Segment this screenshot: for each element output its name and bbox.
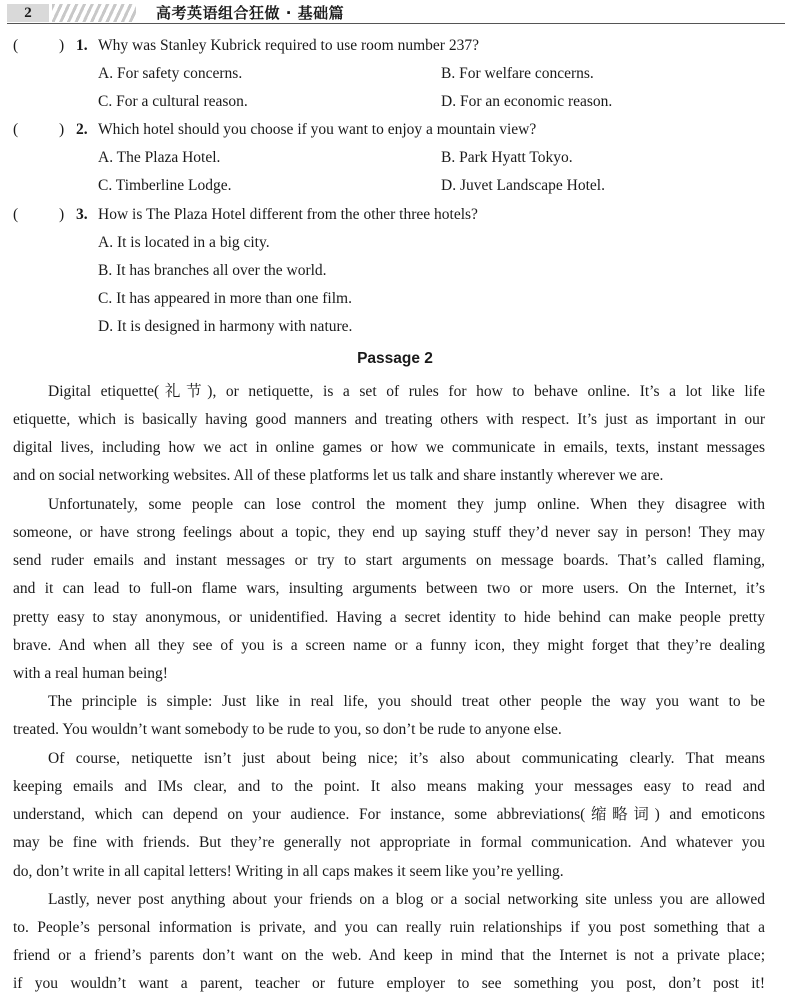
- answer-blank-open: (: [13, 206, 19, 223]
- header-stripe-decoration: [52, 4, 136, 22]
- passage-line: etiquette, which is basically having good manners and treating others with respect. It’s just as important in our: [13, 411, 765, 428]
- question-text: Why was Stanley Kubrick required to use room number 237?: [98, 37, 479, 54]
- option-d: D. Juvet Landscape Hotel.: [441, 177, 605, 194]
- passage-line: digital lives, including how we act in online games or how we communicate in emails, texts, instant messages: [13, 439, 765, 456]
- question-2: [0, 120, 790, 140]
- passage-line: keeping emails and IMs clear, and to the point. It also means making your messages easy to read and: [13, 778, 765, 795]
- passage-line: Unfortunately, some people can lose control the moment they jump online. When they disagree with: [48, 496, 765, 513]
- option-b: B. Park Hyatt Tokyo.: [441, 149, 573, 166]
- passage-line: friend or a friend’s parents don’t want on the web. And keep in mind that the Internet is not a private place;: [13, 947, 765, 964]
- passage-line: Of course, netiquette isn’t just about being nice; it’s also about communicating clearly. That means: [48, 750, 765, 767]
- answer-blank-open: (: [13, 37, 19, 54]
- option-b: B. It has branches all over the world.: [98, 262, 327, 279]
- option-b: B. For welfare concerns.: [441, 65, 594, 82]
- option-a: A. The Plaza Hotel.: [98, 149, 221, 166]
- option-c: C. It has appeared in more than one film.: [98, 290, 352, 307]
- passage-line: Digital etiquette(礼节), or netiquette, is a set of rules for how to behave online. It’s a lot like life: [48, 383, 765, 400]
- option-d: D. For an economic reason.: [441, 93, 613, 110]
- question-1-options: [0, 64, 790, 112]
- question-text: Which hotel should you choose if you want to enjoy a mountain view?: [98, 121, 537, 138]
- question-number: 3.: [76, 206, 88, 223]
- header-divider: [7, 23, 785, 24]
- passage-line: The principle is simple: Just like in real life, you should treat other people the way you want to be: [48, 693, 765, 710]
- passage-line: send ruder emails and instant messages or try to start arguments on message boards. That’s called flaming,: [13, 552, 765, 569]
- passage-line: brave. And when all they see of you is a screen name or a funny icon, they might forget that they’re dealing: [13, 637, 765, 654]
- answer-blank-close: ): [59, 121, 65, 138]
- option-d: D. It is designed in harmony with nature.: [98, 318, 353, 335]
- question-number: 2.: [76, 121, 88, 138]
- passage-line: treated. You wouldn’t want somebody to be rude to you, so don’t be rude to anyone else.: [13, 721, 562, 738]
- question-number: 1.: [76, 37, 88, 54]
- book-title: 高考英语组合狂做 · 基础篇: [156, 4, 345, 22]
- passage-line: to. People’s personal information is private, and you can really ruin relationships if you post something that a: [13, 919, 765, 936]
- passage-line: someone, or have strong feelings about a topic, they end up saying stuff they’d never say in person! They may: [13, 524, 765, 541]
- passage-title: Passage 2: [357, 350, 433, 367]
- option-c: C. Timberline Lodge.: [98, 177, 232, 194]
- passage-line: may be fine with friends. But they’re generally not appropriate in formal communication. And whatever you: [13, 834, 765, 851]
- passage-line: understand, which can depend on your audience. For instance, some abbreviations(缩略词) and emoticons: [13, 806, 765, 823]
- option-a: A. For safety concerns.: [98, 65, 243, 82]
- answer-blank-open: (: [13, 121, 19, 138]
- passage-line: with a real human being!: [13, 665, 168, 682]
- page-number: 2: [7, 4, 49, 22]
- passage-line: pretty easy to stay anonymous, or unidentified. Having a secret identity to hide behind can make people pretty: [13, 609, 765, 626]
- answer-blank-close: ): [59, 37, 65, 54]
- question-3-options: [0, 233, 790, 337]
- passage-line: do, don’t write in all capital letters! Writing in all caps makes it seem like you’re yelling.: [13, 863, 564, 880]
- question-2-options: [0, 148, 790, 196]
- option-c: C. For a cultural reason.: [98, 93, 248, 110]
- passage-line: and on social networking websites. All of these platforms let us talk and share instantly wherever we are.: [13, 467, 664, 484]
- passage-line: Lastly, never post anything about your friends on a blog or a social networking site unless you are allowed: [48, 891, 765, 908]
- passage-line: if you wouldn’t want a parent, teacher or future employer to see something you post, don’t post it!: [13, 975, 765, 992]
- question-text: How is The Plaza Hotel different from the other three hotels?: [98, 206, 478, 223]
- page-header: [0, 0, 790, 24]
- answer-blank-close: ): [59, 206, 65, 223]
- option-a: A. It is located in a big city.: [98, 234, 270, 251]
- question-1: [0, 36, 790, 56]
- passage-line: and it can lead to full-on flame wars, insulting arguments between two or more users. On the Internet, it’s: [13, 580, 765, 597]
- question-3: [0, 205, 790, 225]
